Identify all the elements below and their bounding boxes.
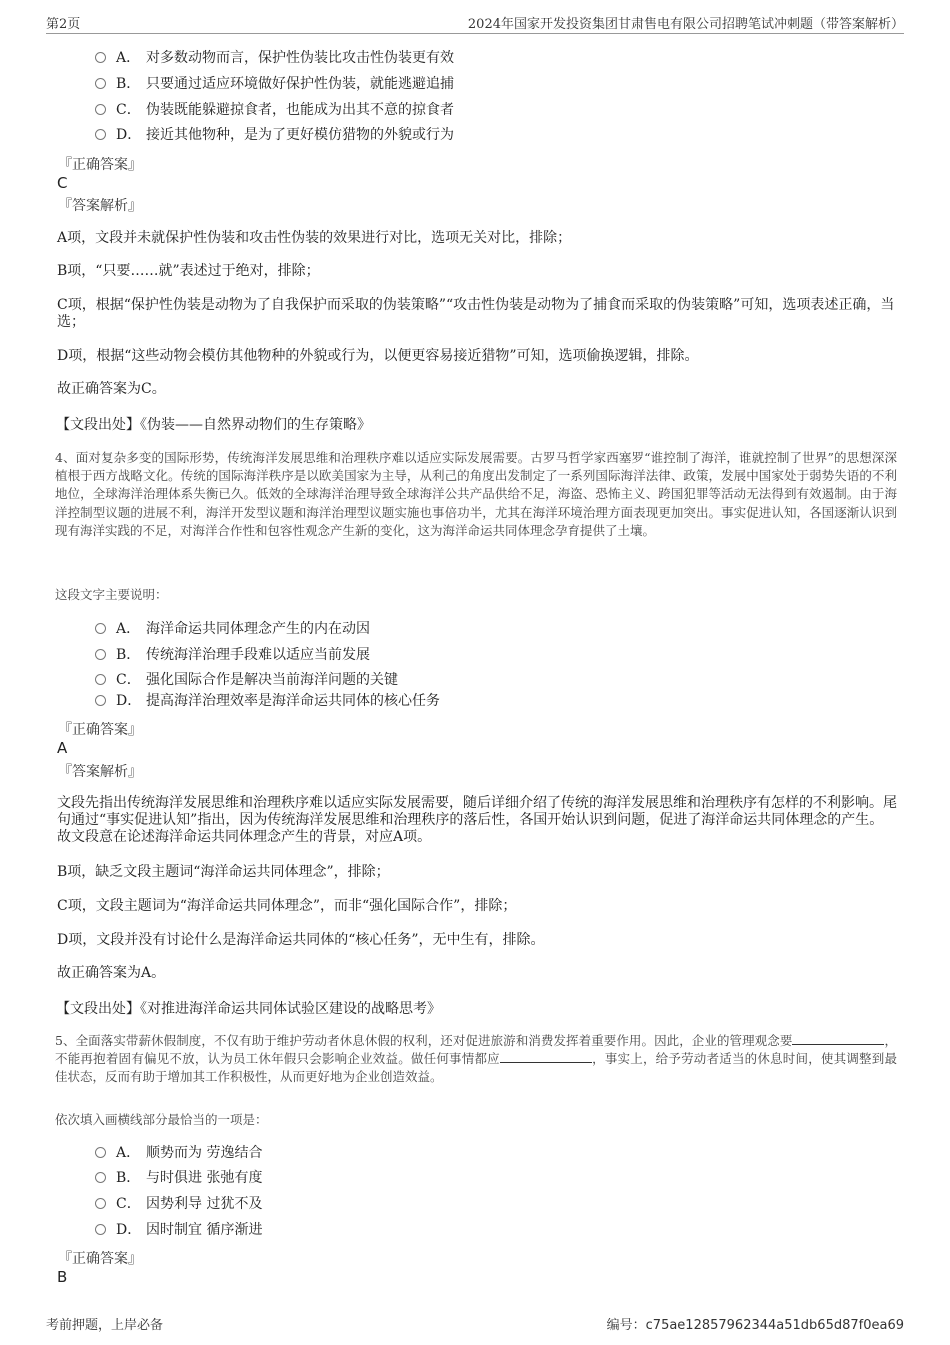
- footer-slogan: 考前押题，上岸必备: [46, 1318, 164, 1333]
- q5-question: [55, 1032, 897, 1087]
- option-key: D．: [116, 1222, 142, 1238]
- option-text: 因势利导 过犹不及: [146, 1196, 263, 1212]
- q5-option-a[interactable]: [95, 1143, 262, 1163]
- option-key: B．: [116, 1170, 141, 1186]
- option-key: B．: [116, 76, 141, 92]
- q3-source: 【文段出处】《伪装——自然界动物们的生存策略》: [56, 417, 371, 433]
- q4-analysis-label: 『答案解析』: [58, 764, 142, 780]
- radio-icon[interactable]: [95, 104, 106, 115]
- radio-icon[interactable]: [95, 674, 106, 685]
- radio-icon[interactable]: [95, 129, 106, 140]
- radio-icon[interactable]: [95, 1224, 106, 1235]
- option-text: 顺势而为 劳逸结合: [146, 1145, 263, 1161]
- q4-conclusion: 故正确答案为A。: [57, 965, 166, 981]
- q3-option-a[interactable]: [95, 48, 454, 68]
- q4-option-d[interactable]: [95, 691, 440, 711]
- q5-text-3: ，事实上，给予劳动者适当的休息时间，使其调整到最佳状态，反而有助于增加其工作积极性，从而更好地为企业创造效益。: [55, 1051, 897, 1085]
- option-text: 与时俱进 张弛有度: [146, 1170, 263, 1186]
- q3-answer: C: [57, 174, 68, 192]
- radio-icon[interactable]: [95, 623, 106, 634]
- fill-blank-2[interactable]: [500, 1050, 592, 1063]
- radio-icon[interactable]: [95, 1147, 106, 1158]
- header-divider: [46, 33, 904, 34]
- radio-icon[interactable]: [95, 52, 106, 63]
- q4-analysis-d: D项，文段并没有讨论什么是海洋命运共同体的“核心任务”，无中生有，排除。: [57, 932, 545, 948]
- q4-question: 4、面对复杂多变的国际形势，传统海洋发展思维和治理秩序难以适应实际发展需要。古罗马哲学家西塞罗“谁控制了海洋，谁就控制了世界”的思想深深植根于西方战略文化。传统的国际海洋秩序是以欧美国家为主导，从利己的角度出发制定了一系列国际海洋法律、政策，发展中国家处于弱势失语的不利地位，全球海洋治理体系失衡已久。低效的全球海洋治理导致全球海洋公共产品供给不足，海盗、恐怖主义、跨国犯罪等活动无法得到有效遏制。由于海洋控制型议题的进展不利，海洋开发型议题和海洋治理型议题实施也事倍功半，尤其在海洋环境治理方面表现更加突出。事实促进认知，各国逐渐认识到现有海洋实践的不足，对海洋合作性和包容性观念产生新的变化，这为海洋命运共同体理念孕育提供了土壤。: [55, 450, 897, 538]
- option-text: 只要通过适应环境做好保护性伪装，就能逃避追捕: [146, 76, 454, 92]
- q5-option-c[interactable]: [95, 1194, 262, 1214]
- q3-analysis-b: B项，“只要……就”表述过于绝对，排除；: [57, 263, 320, 279]
- q3-option-d[interactable]: [95, 125, 454, 145]
- q4-analysis-main: 文段先指出传统海洋发展思维和治理秩序难以适应实际发展需要，随后详细介绍了传统的海洋发展思维和治理秩序有怎样的不利影响。尾句通过“事实促进认知”指出，因为传统海洋发展思维和治理秩序的落后性，各国开始认识到问题，促进了海洋命运共同体理念的产生。故文段意在论述海洋命运共同体理念产生的背景，对应A项。: [57, 795, 897, 845]
- option-key: A．: [116, 1145, 141, 1161]
- option-key: C．: [116, 672, 141, 688]
- fill-blank-1[interactable]: [792, 1032, 884, 1045]
- q5-text-2: ，不能再抱着固有偏见不放，认为员工休年假只会影响企业效益。做任何事情都应: [55, 1033, 897, 1067]
- q4-answer: A: [57, 739, 68, 757]
- radio-icon[interactable]: [95, 78, 106, 89]
- q5-answer-label: 『正确答案』: [58, 1251, 142, 1267]
- q4-analysis-c: C项，文段主题词为“海洋命运共同体理念”，而非“强化国际合作”，排除；: [57, 898, 517, 914]
- footer-code-value: c75ae12857962344a51db65d87f0ea69: [645, 1318, 904, 1333]
- q4-answer-label: 『正确答案』: [58, 722, 142, 738]
- q3-answer-label: 『正确答案』: [58, 157, 142, 173]
- document-title: 2024年国家开发投资集团甘肃售电有限公司招聘笔试冲刺题（带答案解析）: [467, 17, 904, 32]
- q5-option-d[interactable]: [95, 1220, 262, 1240]
- q4-option-a[interactable]: [95, 619, 370, 639]
- option-text: 接近其他物种，是为了更好模仿猎物的外貌或行为: [146, 127, 454, 143]
- q3-analysis-d: D项，根据“这些动物会模仿其他物种的外貌或行为，以便更容易接近猎物”可知，选项偷换逻辑，排除。: [57, 348, 699, 364]
- option-key: D．: [116, 127, 142, 143]
- q3-analysis-label: 『答案解析』: [58, 198, 142, 214]
- option-key: A．: [116, 621, 141, 637]
- footer-code-label: 编号：: [606, 1318, 646, 1333]
- page-number: 第2页: [46, 17, 81, 32]
- footer-code: [607, 1314, 904, 1333]
- q3-conclusion: 故正确答案为C。: [57, 381, 166, 397]
- q5-prompt: 依次填入画横线部分最恰当的一项是：: [55, 1112, 268, 1127]
- option-text: 对多数动物而言，保护性伪装比攻击性伪装更有效: [146, 50, 454, 66]
- option-text: 提高海洋治理效率是海洋命运共同体的核心任务: [146, 693, 440, 709]
- option-key: A．: [116, 50, 141, 66]
- q3-option-c[interactable]: [95, 100, 454, 120]
- q5-answer: B: [57, 1268, 68, 1286]
- option-key: D．: [116, 693, 142, 709]
- radio-icon[interactable]: [95, 1172, 106, 1183]
- q3-analysis-c: C项，根据“保护性伪装是动物为了自我保护而采取的伪装策略”“攻击性伪装是动物为了捕食而采取的伪装策略”可知，选项表述正确，当选；: [57, 297, 895, 330]
- option-text: 强化国际合作是解决当前海洋问题的关键: [146, 672, 398, 688]
- option-key: B．: [116, 647, 141, 663]
- q4-analysis-b: B项，缺乏文段主题词“海洋命运共同体理念”，排除；: [57, 864, 390, 880]
- q3-analysis-a: A项，文段并未就保护性伪装和攻击性伪装的效果进行对比，选项无关对比，排除；: [57, 230, 572, 246]
- q4-option-c[interactable]: [95, 670, 398, 690]
- radio-icon[interactable]: [95, 649, 106, 660]
- page-header: [0, 0, 950, 38]
- option-text: 伪装既能躲避掠食者，也能成为出其不意的掠食者: [146, 102, 454, 118]
- option-key: C．: [116, 102, 141, 118]
- radio-icon[interactable]: [95, 1198, 106, 1209]
- option-text: 传统海洋治理手段难以适应当前发展: [146, 647, 370, 663]
- q4-prompt: 这段文字主要说明：: [55, 587, 168, 602]
- q5-text-1: 5、全面落实带薪休假制度，不仅有助于维护劳动者休息休假的权利，还对促进旅游和消费发挥着重要作用。因此，企业的管理观念要: [55, 1033, 793, 1048]
- q4-option-b[interactable]: [95, 645, 370, 665]
- option-text: 海洋命运共同体理念产生的内在动因: [146, 621, 370, 637]
- q4-source: 【文段出处】《对推进海洋命运共同体试验区建设的战略思考》: [56, 1001, 441, 1017]
- q5-option-b[interactable]: [95, 1168, 262, 1188]
- option-key: C．: [116, 1196, 141, 1212]
- q3-option-b[interactable]: [95, 74, 454, 94]
- radio-icon[interactable]: [95, 695, 106, 706]
- option-text: 因时制宜 循序渐进: [146, 1222, 263, 1238]
